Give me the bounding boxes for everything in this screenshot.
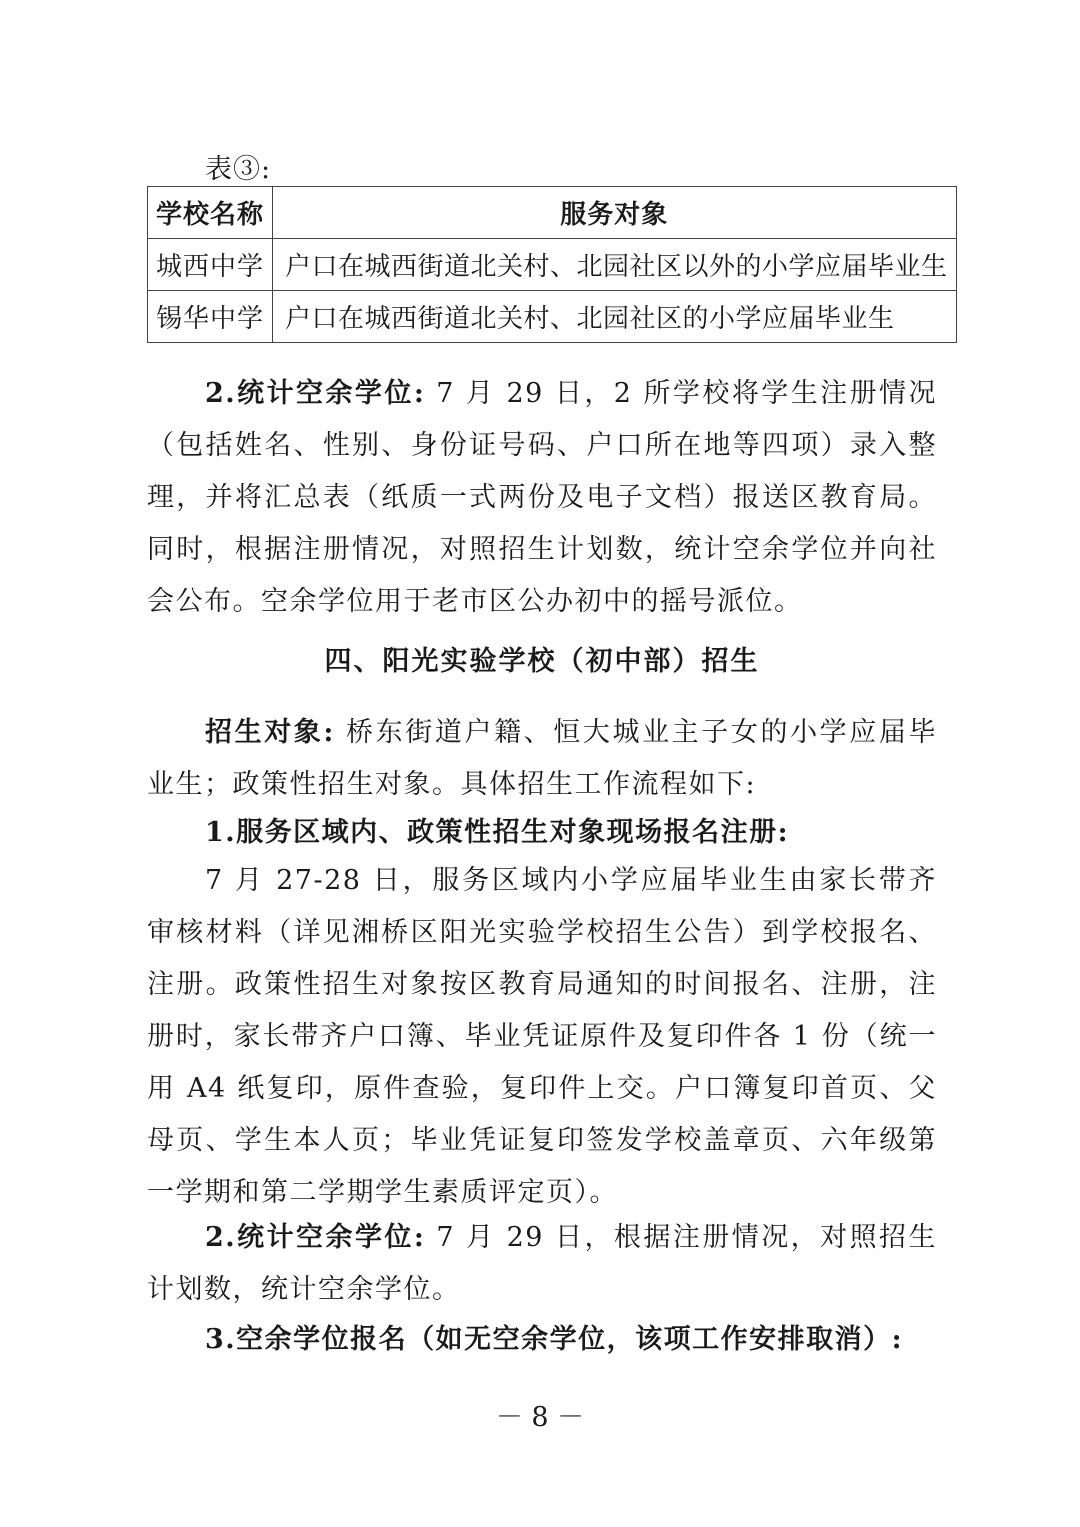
item-3-title: 3.空余学位报名（如无空余学位，该项工作安排取消）:: [205, 1324, 904, 1355]
school-name-cell: 城西中学: [148, 239, 273, 291]
page-number: － 8 －: [495, 1402, 585, 1433]
registration-paragraph: 7 月 27-28 日，服务区域内小学应届毕业生由家长带齐审核材料（详见湘桥区阳光实验学校招生公告）到学校报名、注册。政策性招生对象按区教育局通知的时间报名、注册，注册时，家长带齐户口簿、毕业凭证原件及复印件各 1 份（统一用 A4 纸复印，原件查验，复印件上交。户口簿复印首页、父母页、学生本人页；毕业凭证复印签发学校盖章页、六年级第一学期和第二学期学生素质评定页）。: [147, 865, 937, 1208]
service-cell: 户口在城西街道北关村、北园社区以外的小学应届毕业生: [273, 239, 957, 291]
service-cell: 户口在城西街道北关村、北园社区的小学应届毕业生: [273, 291, 957, 343]
table-row: [148, 291, 957, 343]
enrollment-target-body: 桥东街道户籍、恒大城业主子女的小学应届毕业生；政策性招生对象。具体招生工作流程如下:: [147, 717, 937, 800]
vacancy-stats-body: 7 月 29 日，2 所学校将学生注册情况（包括姓名、性别、身份证号码、户口所在地等四项）录入整理，并将汇总表（纸质一式两份及电子文档）报送区教育局。同时，根据注册情况，对照招生计划数，统计空余学位并向社会公布。空余学位用于老市区公办初中的摇号派位。: [147, 378, 937, 617]
enrollment-target-lead: 招生对象:: [205, 717, 335, 748]
school-name-cell: 锡华中学: [148, 291, 273, 343]
vacancy-count-lead: 2.统计空余学位:: [205, 1222, 426, 1253]
section-heading: 四、阳光实验学校（初中部）招生: [324, 646, 760, 677]
vacancy-count-body: 7 月 29 日，根据注册情况，对照招生计划数，统计空余学位。: [147, 1222, 937, 1305]
column-header-service: 服务对象: [273, 187, 957, 239]
table-label: 表③:: [205, 154, 272, 185]
vacancy-count-paragraph: [147, 1212, 937, 1316]
vacancy-stats-paragraph: [147, 368, 937, 628]
vacancy-stats-lead: 2.统计空余学位:: [205, 378, 426, 409]
item-1-title: 1.服务区域内、政策性招生对象现场报名注册:: [205, 817, 790, 848]
column-header-school: 学校名称: [148, 187, 273, 239]
table-header-row: [148, 187, 957, 239]
school-service-table: [147, 186, 957, 343]
table-row: [148, 239, 957, 291]
enrollment-target-paragraph: [147, 707, 937, 811]
